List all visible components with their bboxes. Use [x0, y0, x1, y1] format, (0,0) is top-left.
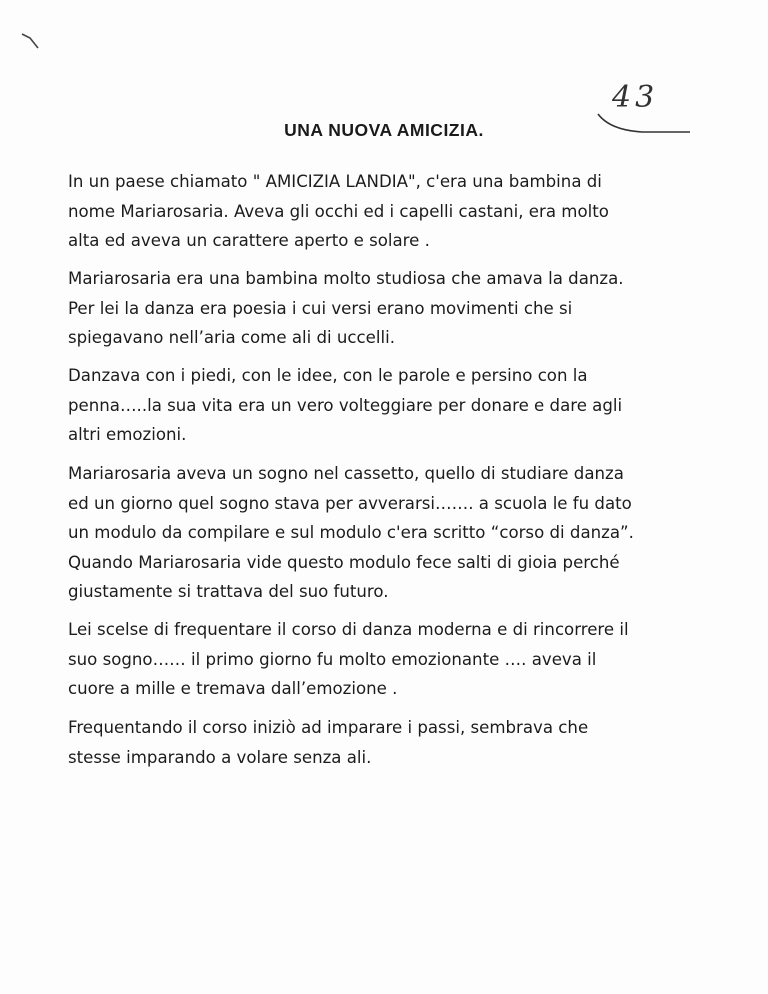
- paragraph-5: Lei scelse di frequentare il corso di danza moderna e di rincorrere il suo sogno…… il primo giorno fu molto emozionante …. aveva il cuore a mille e tremava dall’emozione .: [68, 620, 629, 698]
- paragraph-1: In un paese chiamato " AMICIZIA LANDIA", c'era una bambina di nome Mariarosaria. Aveva gli occhi ed i capelli castani, era molto alta ed aveva un carattere aperto e solare .: [68, 172, 609, 250]
- paragraph-3: Danzava con i piedi, con le idee, con le parole e persino con la penna…..la sua vita era un vero volteggiare per donare e dare agli altri emozioni.: [68, 366, 623, 444]
- paragraph-6: Frequentando il corso iniziò ad imparare i passi, sembrava che stesse imparando a volare senza ali.: [68, 718, 589, 767]
- paragraph-2: Mariarosaria era una bambina molto studiosa che amava la danza. Per lei la danza era poesia i cui versi erano movimenti che si spiegavano nell’aria come ali di uccelli.: [68, 269, 624, 347]
- paragraph-4: Mariarosaria aveva un sogno nel cassetto, quello di studiare danza ed un giorno quel sogno stava per avverarsi……. a scuola le fu dato un modulo da compilare e sul modulo c'era scritto “corso di danza”. Quando Mariarosaria vide questo modulo fece salti di gioia perché giustamente si trattava del suo futuro.: [68, 464, 634, 601]
- page-number-text: 43: [612, 80, 659, 115]
- document-title: UNA NUOVA AMICIZIA.: [284, 120, 484, 140]
- scan-mark-icon: [18, 28, 48, 58]
